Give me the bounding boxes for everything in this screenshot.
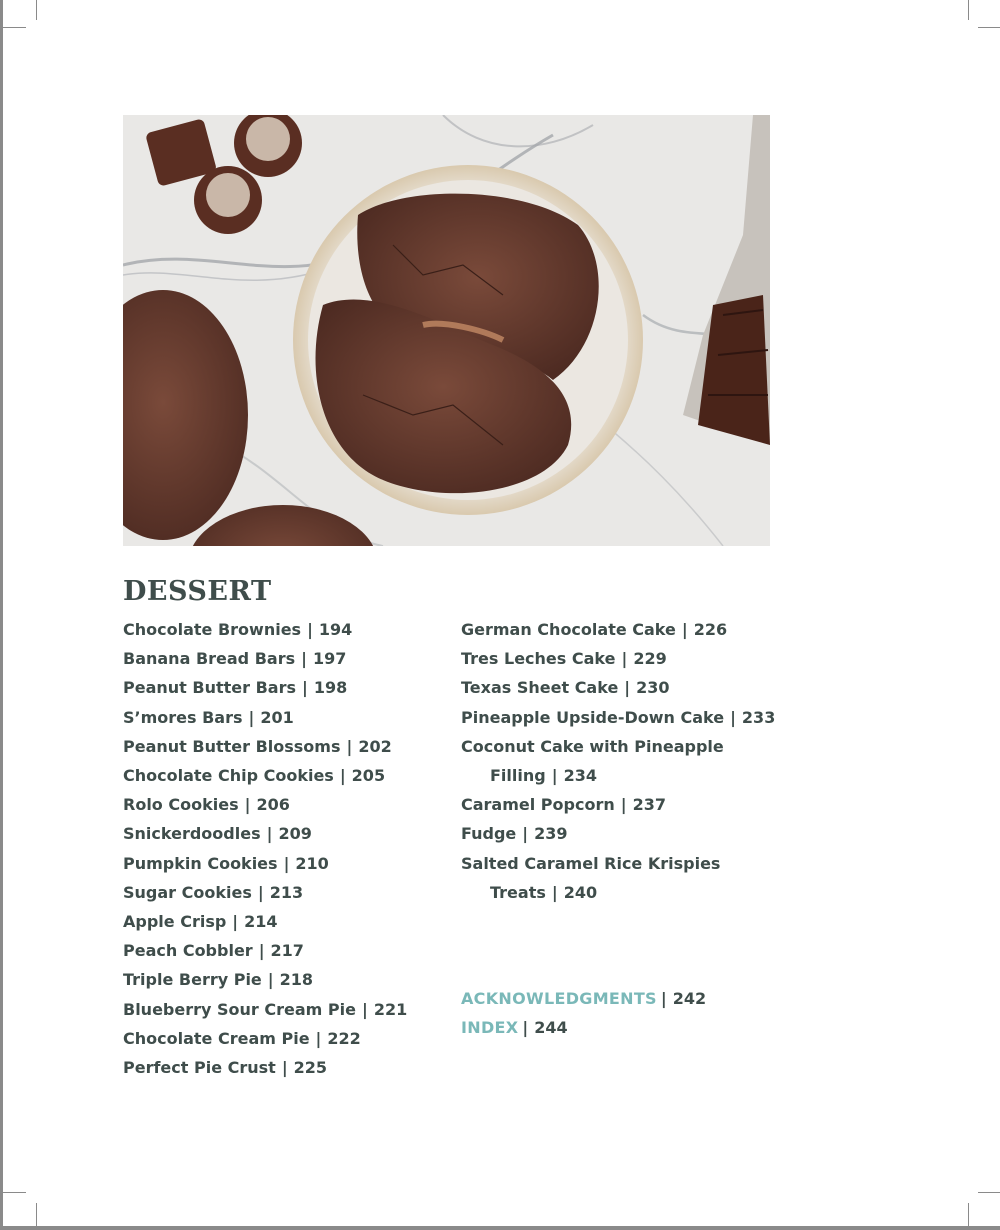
toc-entry[interactable] [123,965,407,994]
back-matter-label: ACKNOWLEDGMENTS [461,989,657,1008]
back-matter-page: 242 [672,989,707,1008]
toc-entry[interactable] [461,644,775,673]
toc-entry-title: Triple Berry Pie [123,970,262,990]
back-matter-list [461,984,706,1042]
separator: | [660,989,667,1008]
toc-entry-page: 226 [693,620,728,639]
crop-mark [36,0,37,20]
toc-entry-title: Texas Sheet Cake [461,678,619,698]
toc-entry[interactable] [123,703,407,732]
toc-entry[interactable] [123,644,407,673]
toc-entry[interactable] [123,732,407,761]
separator: | [730,707,736,727]
separator: | [346,736,353,756]
toc-entry-title-continued: Filling [490,766,546,786]
dessert-photo [123,115,770,546]
toc-entry-page: 225 [293,1058,328,1078]
toc-entry[interactable] [461,849,775,907]
toc-entry[interactable] [461,819,775,848]
toc-entry-page: 222 [327,1028,361,1048]
separator: | [248,707,255,727]
toc-entry[interactable] [461,673,775,702]
crop-mark [968,1203,969,1226]
toc-entry-page: 217 [270,941,304,961]
crop-mark [0,1192,26,1193]
toc-entry-title: Tres Leches Cake [461,649,616,669]
toc-entry[interactable] [123,1024,407,1053]
toc-entry-title: Banana Bread Bars [123,649,296,669]
toc-entry-title: Chocolate Chip Cookies [123,766,334,786]
separator: | [258,941,265,961]
toc-entry-title: Caramel Popcorn [461,795,615,815]
separator: | [267,970,274,990]
toc-entry[interactable] [461,615,775,644]
separator: | [339,766,346,786]
toc-entry-title: Chocolate Brownies [123,620,302,639]
page-edge [0,1226,1000,1230]
toc-entry-page: 210 [295,853,329,873]
separator: | [307,620,313,639]
toc-entry-title: Salted Caramel Rice Krispies [461,853,721,873]
toc-left-column [123,615,407,1082]
toc-entry-page: 194 [318,620,353,639]
toc-entry-title: Fudge [461,824,517,844]
page-edge [0,0,3,1230]
toc-entry[interactable] [123,936,407,965]
toc-entry-title: Snickerdoodles [123,824,261,844]
toc-entry[interactable] [461,732,775,790]
toc-entry[interactable] [123,1053,407,1082]
toc-entry-page: 221 [373,999,408,1019]
toc-entry[interactable] [123,819,407,848]
toc-entry-title: Apple Crisp [123,912,227,932]
section-title: DESSERT [123,576,272,607]
separator: | [301,649,307,669]
toc-entry-page: 201 [260,707,294,727]
separator: | [522,1018,529,1038]
crop-mark [36,1203,37,1226]
separator: | [681,620,688,639]
separator: | [624,678,631,698]
toc-entry-page: 202 [358,736,392,756]
toc-entry-title: Blueberry Sour Cream Pie [123,999,356,1019]
separator: | [266,824,273,844]
separator: | [301,678,308,698]
separator: | [232,912,239,932]
toc-entry-title: Peanut Butter Blossoms [123,736,341,756]
toc-entry-page: 234 [563,766,597,786]
toc-entry-title: Sugar Cookies [123,882,252,902]
toc-entry-title: Rolo Cookies [123,795,239,815]
toc-entry[interactable] [123,790,407,819]
toc-entry[interactable] [123,907,407,936]
toc-entry-page: 214 [244,912,278,932]
toc-entry[interactable] [123,849,407,878]
toc-entry[interactable] [123,615,407,644]
toc-entry-title: Chocolate Cream Pie [123,1028,310,1048]
separator: | [522,824,529,844]
toc-entry-title: Coconut Cake with Pineapple [461,736,724,756]
separator: | [551,766,558,786]
toc-entry[interactable] [123,995,407,1024]
toc-entry-title: S’mores Bars [123,707,243,727]
toc-entry-title: German Chocolate Cake [461,620,676,639]
toc-entry-page: 206 [256,795,290,815]
separator: | [283,853,290,873]
crop-mark [978,27,1000,28]
toc-entry[interactable] [123,878,407,907]
separator: | [551,882,558,902]
separator: | [281,1058,288,1078]
toc-entry-title: Peach Cobbler [123,941,253,961]
toc-entry-title: Pumpkin Cookies [123,853,278,873]
back-matter-entry[interactable] [461,984,706,1013]
crop-mark [0,27,26,28]
crop-mark [968,0,969,20]
separator: | [244,795,251,815]
toc-entry-page: 205 [351,766,386,786]
toc-entry-page: 213 [269,882,304,902]
separator: | [257,882,264,902]
toc-entry[interactable] [123,673,407,702]
toc-right-column [461,615,775,907]
toc-entry-page: 230 [636,678,670,698]
toc-entry-title: Peanut Butter Bars [123,678,296,698]
toc-entry-page: 197 [312,649,347,669]
toc-entry-page: 240 [563,882,598,902]
toc-entry-page: 233 [741,707,776,727]
toc-entry-page: 237 [632,795,666,815]
back-matter-label: INDEX [461,1018,519,1038]
toc-entry-page: 198 [313,678,348,698]
back-matter-entry[interactable] [461,1013,706,1042]
separator: | [621,649,628,669]
toc-entry[interactable] [461,703,775,732]
toc-entry-page: 239 [534,824,568,844]
crop-mark [978,1192,1000,1193]
separator: | [315,1028,322,1048]
toc-entry-page: 209 [278,824,312,844]
toc-entry-page: 229 [633,649,667,669]
toc-entry-page: 218 [279,970,314,990]
separator: | [620,795,627,815]
toc-entry-title: Pineapple Upside-Down Cake [461,707,725,727]
toc-entry-title: Perfect Pie Crust [123,1058,276,1078]
toc-entry[interactable] [123,761,407,790]
separator: | [361,999,368,1019]
toc-entry-title-continued: Treats [490,882,546,902]
toc-entry[interactable] [461,790,775,819]
back-matter-page: 244 [534,1018,568,1038]
